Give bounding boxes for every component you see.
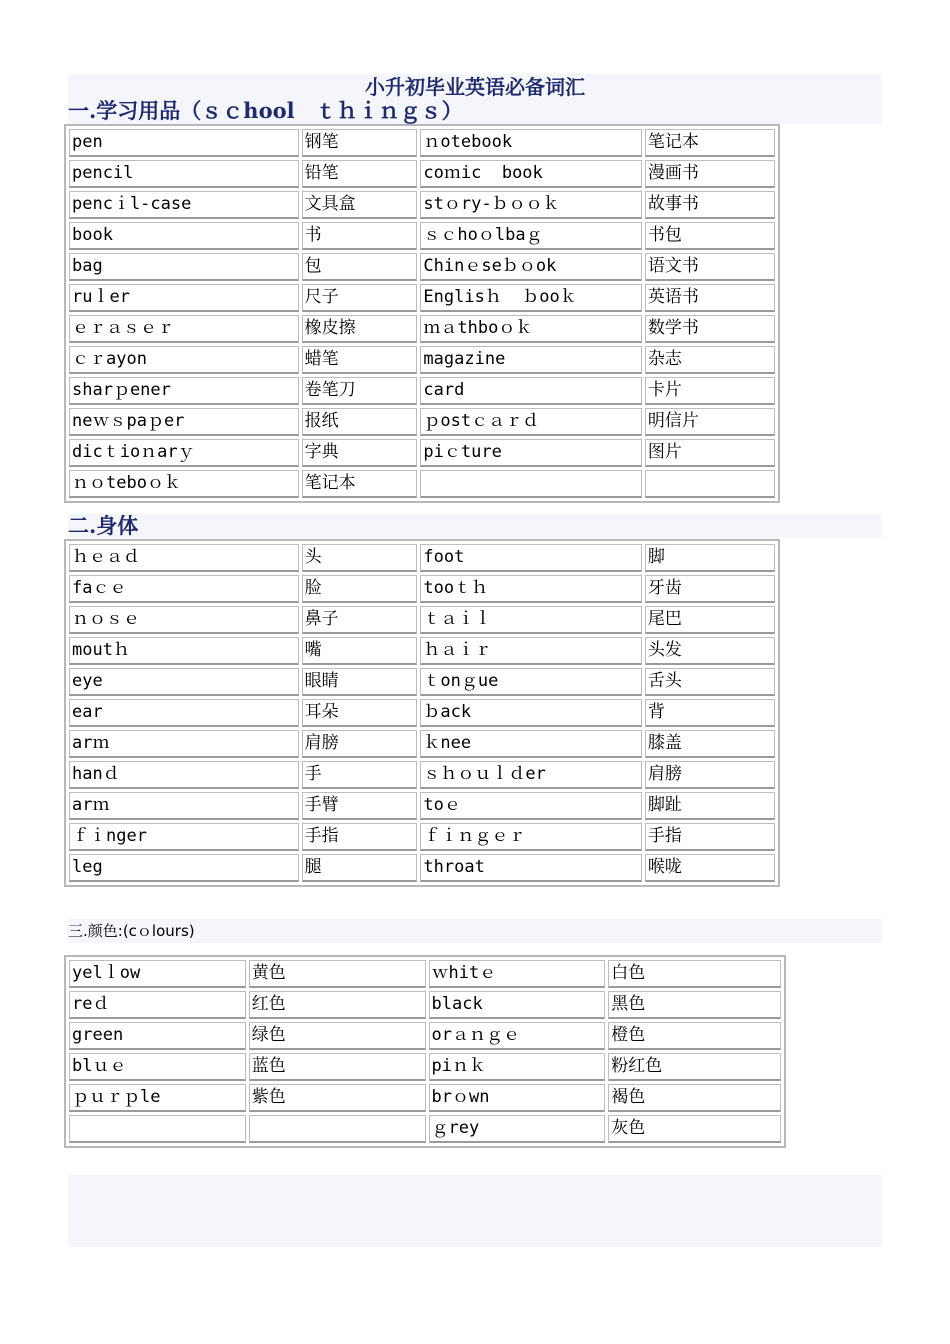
chinese-meaning-cell: 肩膀: [302, 730, 418, 758]
english-word-cell: brｏwn: [429, 1084, 606, 1112]
table-row: [69, 222, 775, 250]
english-word-cell: toｅ: [420, 792, 641, 820]
english-word-cell: sharｐener: [69, 377, 299, 405]
chinese-meaning-cell: 杂志: [645, 346, 775, 374]
chinese-meaning-cell: [249, 1115, 426, 1143]
english-word-cell: eye: [69, 668, 299, 696]
chinese-meaning-cell: 紫色: [249, 1084, 426, 1112]
english-word-cell: Englisｈ ｂooｋ: [420, 284, 641, 312]
english-word-cell: pencil: [69, 160, 299, 188]
english-word-cell: ｎｏｓｅ: [69, 606, 299, 634]
english-word-cell: ｆｉｎｇｅｒ: [420, 823, 641, 851]
english-word-cell: ｃｒayon: [69, 346, 299, 374]
english-word-cell: ear: [69, 699, 299, 727]
chinese-meaning-cell: 褐色: [608, 1084, 781, 1112]
section1-heading: 一.学习用品（ｓｃhool ｔｈｉｎｇｓ）: [68, 98, 463, 123]
body-table: [64, 539, 780, 887]
table-row: [69, 191, 775, 219]
school-things-table: [64, 124, 780, 503]
page-title: 小升初毕业英语必备词汇: [365, 75, 585, 99]
chinese-meaning-cell: 头发: [645, 637, 775, 665]
english-word-cell: bag: [69, 253, 299, 281]
english-word-cell: ｋnee: [420, 730, 641, 758]
chinese-meaning-cell: 英语书: [645, 284, 775, 312]
chinese-meaning-cell: 嘴: [302, 637, 418, 665]
chinese-meaning-cell: 牙齿: [645, 575, 775, 603]
chinese-meaning-cell: 语文书: [645, 253, 775, 281]
english-word-cell: arｍ: [69, 792, 299, 820]
table-row: [69, 470, 775, 498]
bottom-band: [68, 1175, 882, 1247]
english-word-cell: foot: [420, 544, 641, 572]
chinese-meaning-cell: 粉红色: [608, 1053, 781, 1081]
english-word-cell: throat: [420, 854, 641, 882]
chinese-meaning-cell: 书包: [645, 222, 775, 250]
english-word-cell: [69, 1115, 246, 1143]
table-row: [69, 315, 775, 343]
english-word-cell: ｐｕｒｐle: [69, 1084, 246, 1112]
chinese-meaning-cell: 尾巴: [645, 606, 775, 634]
chinese-meaning-cell: 铅笔: [302, 160, 418, 188]
chinese-meaning-cell: 肩膀: [645, 761, 775, 789]
table-row: [69, 854, 775, 882]
table-row: [69, 377, 775, 405]
table-row: [69, 129, 775, 157]
english-word-cell: ｔonｇue: [420, 668, 641, 696]
english-word-cell: ｗhitｅ: [429, 960, 606, 988]
chinese-meaning-cell: 图片: [645, 439, 775, 467]
section2-heading: 二.身体: [68, 513, 139, 538]
table-row: [69, 637, 775, 665]
english-word-cell: ｓｈｏｕｌｄer: [420, 761, 641, 789]
english-word-cell: ｂack: [420, 699, 641, 727]
table-row: [69, 1084, 781, 1112]
english-word-cell: tooｔｈ: [420, 575, 641, 603]
chinese-meaning-cell: 喉咙: [645, 854, 775, 882]
chinese-meaning-cell: 灰色: [608, 1115, 781, 1143]
chinese-meaning-cell: 漫画书: [645, 160, 775, 188]
section2-band: [68, 514, 882, 538]
chinese-meaning-cell: 笔记本: [645, 129, 775, 157]
english-word-cell: hanｄ: [69, 761, 299, 789]
section3-heading: 三.颜色:(cｏlours): [68, 922, 195, 940]
chinese-meaning-cell: 字典: [302, 439, 418, 467]
english-word-cell: ｎotebook: [420, 129, 641, 157]
table-row: [69, 346, 775, 374]
english-word-cell: moutｈ: [69, 637, 299, 665]
english-word-cell: pencｉl-case: [69, 191, 299, 219]
table-row: [69, 544, 775, 572]
english-word-cell: piｃture: [420, 439, 641, 467]
english-word-cell: leg: [69, 854, 299, 882]
table-row: [69, 761, 775, 789]
chinese-meaning-cell: 笔记本: [302, 470, 418, 498]
chinese-meaning-cell: [645, 470, 775, 498]
english-word-cell: card: [420, 377, 641, 405]
english-word-cell: ｈａｉｒ: [420, 637, 641, 665]
english-word-cell: ｍａthboｏｋ: [420, 315, 641, 343]
english-word-cell: arｍ: [69, 730, 299, 758]
chinese-meaning-cell: 报纸: [302, 408, 418, 436]
english-word-cell: stｏry-ｂｏｏｋ: [420, 191, 641, 219]
chinese-meaning-cell: 黄色: [249, 960, 426, 988]
table-row: [69, 823, 775, 851]
chinese-meaning-cell: 鼻子: [302, 606, 418, 634]
chinese-meaning-cell: 白色: [608, 960, 781, 988]
english-word-cell: ｅｒａｓｅｒ: [69, 315, 299, 343]
chinese-meaning-cell: 手臂: [302, 792, 418, 820]
chinese-meaning-cell: 黑色: [608, 991, 781, 1019]
table-row: [69, 606, 775, 634]
table-row: [69, 284, 775, 312]
table-row: [69, 1022, 781, 1050]
english-word-cell: ｎｏteboｏｋ: [69, 470, 299, 498]
chinese-meaning-cell: 红色: [249, 991, 426, 1019]
english-word-cell: ruｌer: [69, 284, 299, 312]
english-word-cell: [420, 470, 641, 498]
chinese-meaning-cell: 明信片: [645, 408, 775, 436]
chinese-meaning-cell: 背: [645, 699, 775, 727]
chinese-meaning-cell: 腿: [302, 854, 418, 882]
table-row: [69, 960, 781, 988]
english-word-cell: dicｔioｎarｙ: [69, 439, 299, 467]
table-row: [69, 1053, 781, 1081]
table-row: [69, 730, 775, 758]
chinese-meaning-cell: 卡片: [645, 377, 775, 405]
table-row: [69, 991, 781, 1019]
table-row: [69, 575, 775, 603]
table-row: [69, 439, 775, 467]
english-word-cell: yelｌow: [69, 960, 246, 988]
english-word-cell: ｓｃhoｏlbaｇ: [420, 222, 641, 250]
english-word-cell: ｔａｉｌ: [420, 606, 641, 634]
chinese-meaning-cell: 橡皮擦: [302, 315, 418, 343]
chinese-meaning-cell: 手指: [302, 823, 418, 851]
english-word-cell: neｗｓpaｐer: [69, 408, 299, 436]
chinese-meaning-cell: 手: [302, 761, 418, 789]
chinese-meaning-cell: 膝盖: [645, 730, 775, 758]
table-row: [69, 1115, 781, 1143]
english-word-cell: ｈｅａｄ: [69, 544, 299, 572]
chinese-meaning-cell: 头: [302, 544, 418, 572]
chinese-meaning-cell: 手指: [645, 823, 775, 851]
chinese-meaning-cell: 书: [302, 222, 418, 250]
chinese-meaning-cell: 包: [302, 253, 418, 281]
chinese-meaning-cell: 脚趾: [645, 792, 775, 820]
chinese-meaning-cell: 眼睛: [302, 668, 418, 696]
chinese-meaning-cell: 舌头: [645, 668, 775, 696]
english-word-cell: ｆｉnger: [69, 823, 299, 851]
english-word-cell: blｕｅ: [69, 1053, 246, 1081]
table-row: [69, 160, 775, 188]
chinese-meaning-cell: 耳朵: [302, 699, 418, 727]
english-word-cell: Chinｅseｂｏok: [420, 253, 641, 281]
english-word-cell: green: [69, 1022, 246, 1050]
chinese-meaning-cell: 脚: [645, 544, 775, 572]
english-word-cell: coｍic book: [420, 160, 641, 188]
chinese-meaning-cell: 故事书: [645, 191, 775, 219]
english-word-cell: magazine: [420, 346, 641, 374]
english-word-cell: pen: [69, 129, 299, 157]
table-row: [69, 792, 775, 820]
chinese-meaning-cell: 蜡笔: [302, 346, 418, 374]
chinese-meaning-cell: 橙色: [608, 1022, 781, 1050]
table-row: [69, 668, 775, 696]
chinese-meaning-cell: 钢笔: [302, 129, 418, 157]
english-word-cell: ｐostｃａｒｄ: [420, 408, 641, 436]
english-word-cell: ｇrey: [429, 1115, 606, 1143]
english-word-cell: reｄ: [69, 991, 246, 1019]
table-row: [69, 253, 775, 281]
table-row: [69, 699, 775, 727]
chinese-meaning-cell: 脸: [302, 575, 418, 603]
english-word-cell: book: [69, 222, 299, 250]
chinese-meaning-cell: 蓝色: [249, 1053, 426, 1081]
chinese-meaning-cell: 数学书: [645, 315, 775, 343]
table-row: [69, 408, 775, 436]
colours-table: [64, 955, 786, 1148]
english-word-cell: orａｎｇｅ: [429, 1022, 606, 1050]
chinese-meaning-cell: 卷笔刀: [302, 377, 418, 405]
english-word-cell: piｎｋ: [429, 1053, 606, 1081]
english-word-cell: faｃｅ: [69, 575, 299, 603]
chinese-meaning-cell: 文具盒: [302, 191, 418, 219]
english-word-cell: black: [429, 991, 606, 1019]
chinese-meaning-cell: 尺子: [302, 284, 418, 312]
chinese-meaning-cell: 绿色: [249, 1022, 426, 1050]
